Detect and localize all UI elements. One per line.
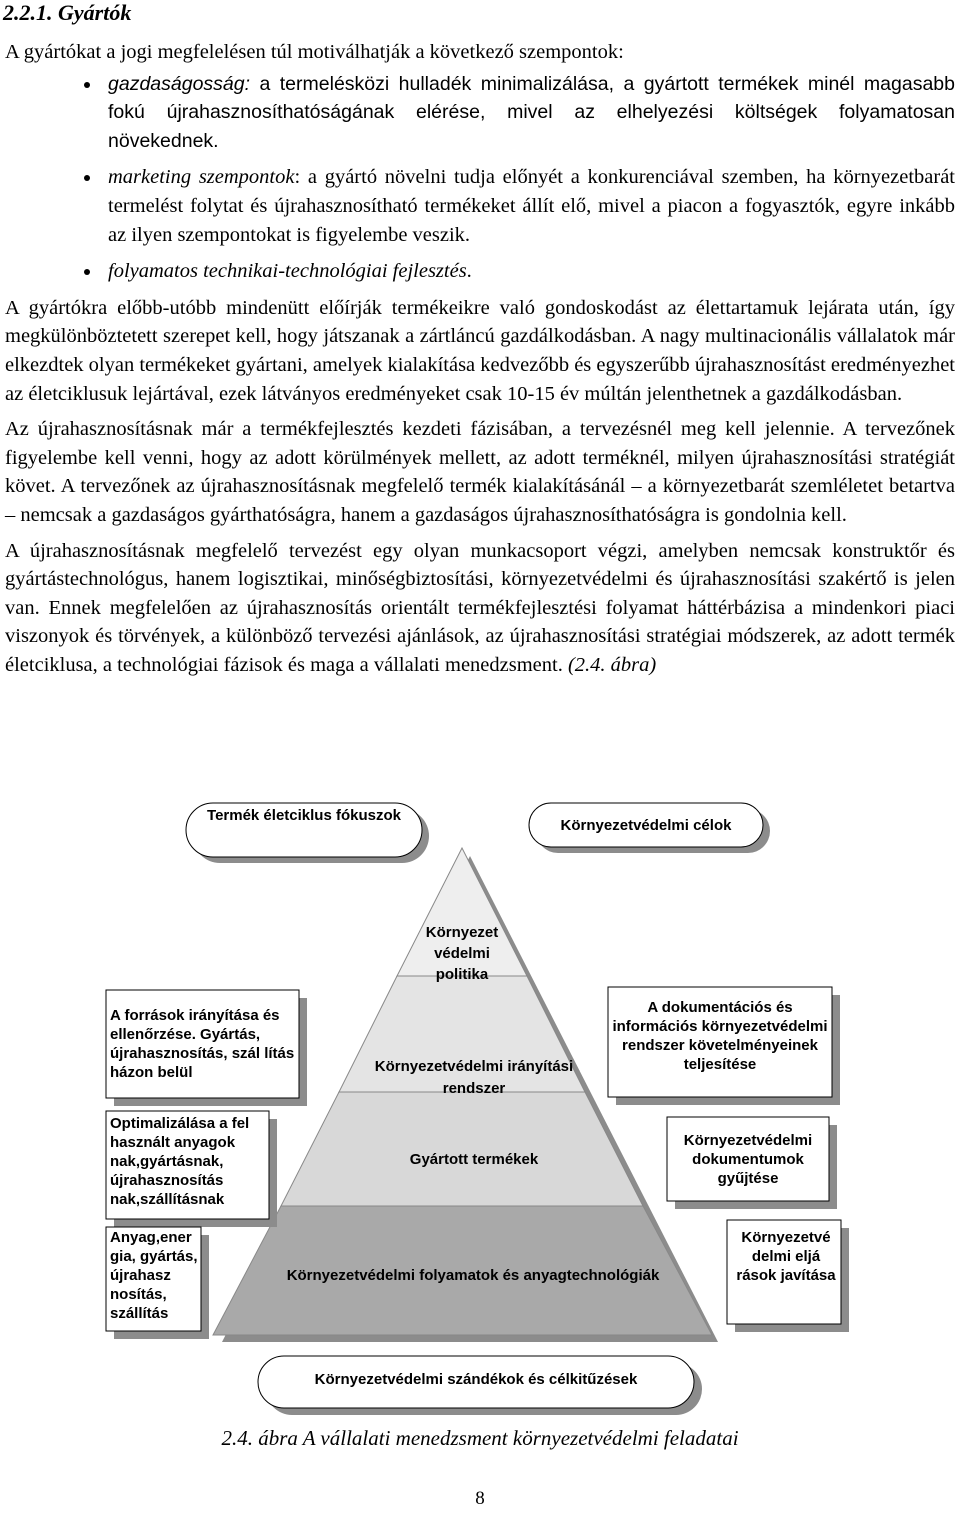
- bullet-content: [108, 73, 955, 152]
- left-note-3: Anyag,ener gia, gyártás, újrahasz nosítás, szállítás: [110, 1229, 198, 1322]
- page-number: 8: [475, 1488, 485, 1509]
- management-pyramid-diagram: [0, 790, 960, 1430]
- environmental-goals-label: Környezetvédelmi célok: [560, 817, 732, 834]
- pyramid-level-4-label: Környezetvédelmi folyamatok és anyagtechnológiák: [286, 1267, 660, 1284]
- left-note-2: Optimalizálása a fel használt anyagok nak,gyártásnak, újrahasznosítás nak,szállításnak: [110, 1115, 250, 1208]
- paragraph: [5, 537, 955, 680]
- paragraph: A gyártókra előbb-utóbb mindenütt előírják termékeikre való gondoskodást az élettartamuk lejárata után, így megkülönböztetett szerepet kell, hogy játszanak a zártláncú gazdálkodásban. A nagy multinacionális vállalatok már elkezdtek olyan termékeket gyártani, amelyek kialakítása kedvezőbb és egyszerűbb újrahasznosítást eredményezhet az életciklusuk lejártával, ezek látványos eredményeket csak 10-15 év múltán jelenthetnek a gazdálkodásban.: [5, 296, 955, 405]
- bullet-icon: [84, 175, 90, 181]
- intro-paragraph: A gyártókat a jogi megfelelésen túl motiválhatják a következő szempontok:: [5, 41, 624, 63]
- bullet-item: [5, 257, 955, 286]
- diagram-graphics: [0, 790, 960, 1430]
- bullet-item: [5, 163, 955, 249]
- bullet-list: [5, 70, 955, 286]
- pyramid-level-1-label: Környezet védelmi politika: [425, 924, 499, 983]
- right-note-2: Környezetvédelmi dokumentumok gyűjtése: [683, 1132, 813, 1187]
- pyramid-level-3: [281, 1092, 643, 1206]
- pyramid-level-2-label: Környezetvédelmi irányítási rendszer: [374, 1058, 574, 1097]
- bullet-text: .: [466, 260, 472, 283]
- left-note-1: A források irányítása és ellenőrzése. Gyártás, újrahasznosítás, szál lítás házon belül: [110, 1007, 295, 1081]
- bullet-term: gazdaságosság:: [108, 72, 251, 95]
- intentions-goals-label: Környezetvédelmi szándékok és célkitűzések: [314, 1371, 638, 1388]
- bullet-text: : a gyártó növelni tudja előnyét a konkurenciával szemben, ha környezetbarát termelést folytat és újrahasznosítható termékeket állít elő, mivel a piacon a fogyasztók, egyre inkább az ilyen szempontokat is figyelembe veszik.: [108, 166, 955, 246]
- paragraph-text: A újrahasznosításnak megfelelő tervezést egy olyan munkacsoport végzi, amelyben nemcsak konstruktőr és gyártástechnológus, hanem logisztikai, minőségbiztosítási, környezetvédelmi és újrahasznosítási szakértő is jelen van. Ennek megfelelően az újrahasznosítás orientált termékfejlesztési folyamat háttérbázisa a mindenkori piaci viszonyok és törvények, a különböző tervezési ajánlások, az újrahasznosítási stratégiai módszerek, az adott termék életciklusa, a technológiai fázisok és maga a vállalati menedzsment.: [5, 539, 955, 676]
- section-heading: 2.2.1. Gyártók: [3, 0, 132, 25]
- life-cycle-focus-label: Termék életciklus fókuszok: [207, 807, 401, 824]
- body-text: [5, 38, 955, 686]
- paragraph: Az újrahasznosításnak már a termékfejlesztés kezdeti fázisában, a tervezésnél meg kell jelennie. A tervezőnek figyelembe kell venni, hogy az adott körülmények mellett, az adott terméknél, milyen újrahasznosítási stratégiát követ. A tervezőnek az újrahasznosításnak megfelelő termék kialakításánál – a környezetbarát szemléletet betartva – nemcsak a gazdaságos gyárthatóságra, hanem a gazdaságos újrahasznosíthatóságra is gondolnia kell.: [5, 418, 955, 526]
- figure-caption: 2.4. ábra A vállalati menedzsment környezetvédelmi feladatai: [221, 1426, 739, 1450]
- figure-reference: (2.4. ábra): [567, 653, 657, 676]
- bullet-term: marketing szempontok: [108, 166, 295, 189]
- bullet-icon: [84, 269, 90, 275]
- bullet-text: a termelésközi hulladék minimalizálása, a gyártott termékek minél magasabb fokú újrahasznosíthatóságának elérése, mivel az elhelyezési költségek folyamatosan növekednek.: [108, 72, 955, 152]
- bullet-icon: [84, 82, 90, 88]
- pyramid-level-3-label: Gyártott termékek: [409, 1151, 539, 1168]
- bullet-term: folyamatos technikai-technológiai fejlesztés: [108, 260, 467, 283]
- right-note-1: A dokumentációs és információs környezetvédelmi rendszer követelményeinek teljesítése: [612, 999, 828, 1073]
- bullet-item: [5, 70, 955, 156]
- right-note-3: Környezetvé delmi eljá rások javítása: [736, 1229, 836, 1284]
